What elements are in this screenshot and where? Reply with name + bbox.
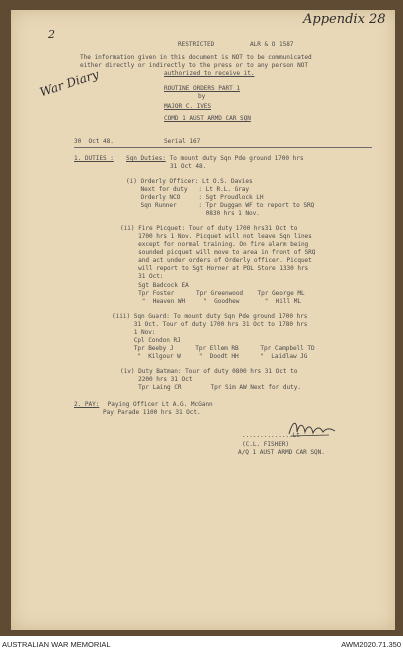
sqn-duties-text-2: 31 Oct 48. (170, 163, 207, 170)
fire-picquet-names-1: Tpr Foster Tpr Greenwood Tpr George ML (120, 290, 305, 297)
title-unit: COMD 1 AUST ARMD CAR SQN (164, 115, 251, 122)
orderly-officer-line: (i) Orderly Officer: Lt O.S. Davies (126, 178, 253, 185)
sqn-duties-text-1: To mount duty Sqn Pde ground 1700 hrs (166, 155, 304, 162)
archive-footer (0, 636, 403, 653)
page-mark-annotation: 2 (48, 28, 55, 41)
duty-batman-line-3: Tpr Laing CR Tpr Sim AW Next for duty. (120, 384, 301, 391)
fire-picquet-line-6: will report to Sgt Horner at POL Store 1330 hrs (120, 265, 309, 272)
fire-picquet-line-1: (ii) Fire Picquet: Tour of duty 1700 hrs31 Oct to (120, 225, 298, 232)
sqn-guard-names-2: " Kilgour W " Doodt HH " Laidlaw JG (112, 353, 308, 360)
date-divider (74, 147, 372, 148)
duty-batman-line-1: (iv) Duty Batman: Tour of duty 0800 hrs 31 Oct to (120, 368, 298, 375)
sqn-runner-time-line: 0830 hrs 1 Nov. (126, 210, 260, 217)
duties-heading: 1. DUTIES : (74, 155, 114, 162)
sqn-duties-label: Sqn Duties: (126, 155, 166, 162)
sqn-guard-line-2: 31 Oct. Tour of duty 1700 hrs 31 Oct to 1780 hrs (112, 321, 308, 328)
fire-picquet-line-5: and act under orders of Orderly officer. Picquet (120, 257, 312, 264)
pay-line-1: Paying Officer Lt A.G. McGann (104, 401, 213, 408)
sqn-runner-line: Sqn Runner : Tpr Duggan WF to report to SRQ (126, 202, 315, 209)
title-routine-orders: ROUTINE ORDERS PART 1 (164, 85, 240, 92)
fire-picquet-line-7: 31 Oct: (120, 273, 164, 280)
war-diary-annotation: War Diary (38, 67, 101, 100)
title-by: by (198, 93, 206, 100)
classification: RESTRICTED (178, 41, 215, 48)
order-date: 30 Oct 48. (74, 138, 114, 145)
fire-picquet-line-4: sounded picquet will move to area in front of SRQ (120, 249, 316, 256)
signatory-name: (C.L. FISHER) (242, 441, 290, 448)
pay-line-2: Pay Parade 1100 hrs 31 Oct. (74, 409, 201, 416)
fire-picquet-sergeant: Sgt Badcock EA (120, 282, 189, 289)
next-for-duty-line: Next for duty : Lt R.L. Gray (126, 186, 250, 193)
orderly-nco-line: Orderly NCO : Sgt Proudlock LH (126, 194, 264, 201)
archive-reference: AWM2020.71.350 (341, 640, 401, 649)
title-commander: MAJOR C. IVES (164, 103, 212, 110)
appendix-annotation: Appendix 28 (303, 12, 386, 27)
archive-name: AUSTRALIAN WAR MEMORIAL (2, 640, 111, 649)
fire-picquet-line-3: except for normal training. On fire alarm being (120, 241, 309, 248)
caution-line-3: authorized to receive it. (164, 70, 255, 77)
sqn-guard-corporal: Cpl Condon RJ (112, 337, 181, 344)
pay-heading: 2. PAY: (74, 401, 100, 408)
reference-number: ALR & O 1587 (250, 41, 294, 48)
sqn-guard-names-1: Tpr Beeby J Tpr Ellem RB Tpr Campbell TD (112, 345, 315, 352)
caution-line-1: The information given in this document is NOT to be communicated (80, 54, 312, 61)
duty-batman-line-2: 2200 hrs 31 Oct (120, 376, 193, 383)
sqn-guard-line-3: 1 Nov: (112, 329, 156, 336)
serial-number: Serial 167 (164, 138, 201, 145)
sqn-guard-line-1: (iii) Sqn Guard: To mount duty Sqn Pde ground 1700 hrs (112, 313, 308, 320)
fire-picquet-line-2: 1700 hrs 1 Nov. Picquet will not leave Sqn lines (120, 233, 312, 240)
caution-line-2: either directly or indirectly to the press or to any person NOT (80, 62, 308, 69)
signatory-unit: A/Q 1 AUST ARMD CAR SQN. (238, 449, 325, 456)
fire-picquet-names-2: " Heaven WH " Goodhew " Hill ML (120, 298, 301, 305)
signature-line: ..............Lt (242, 432, 300, 439)
